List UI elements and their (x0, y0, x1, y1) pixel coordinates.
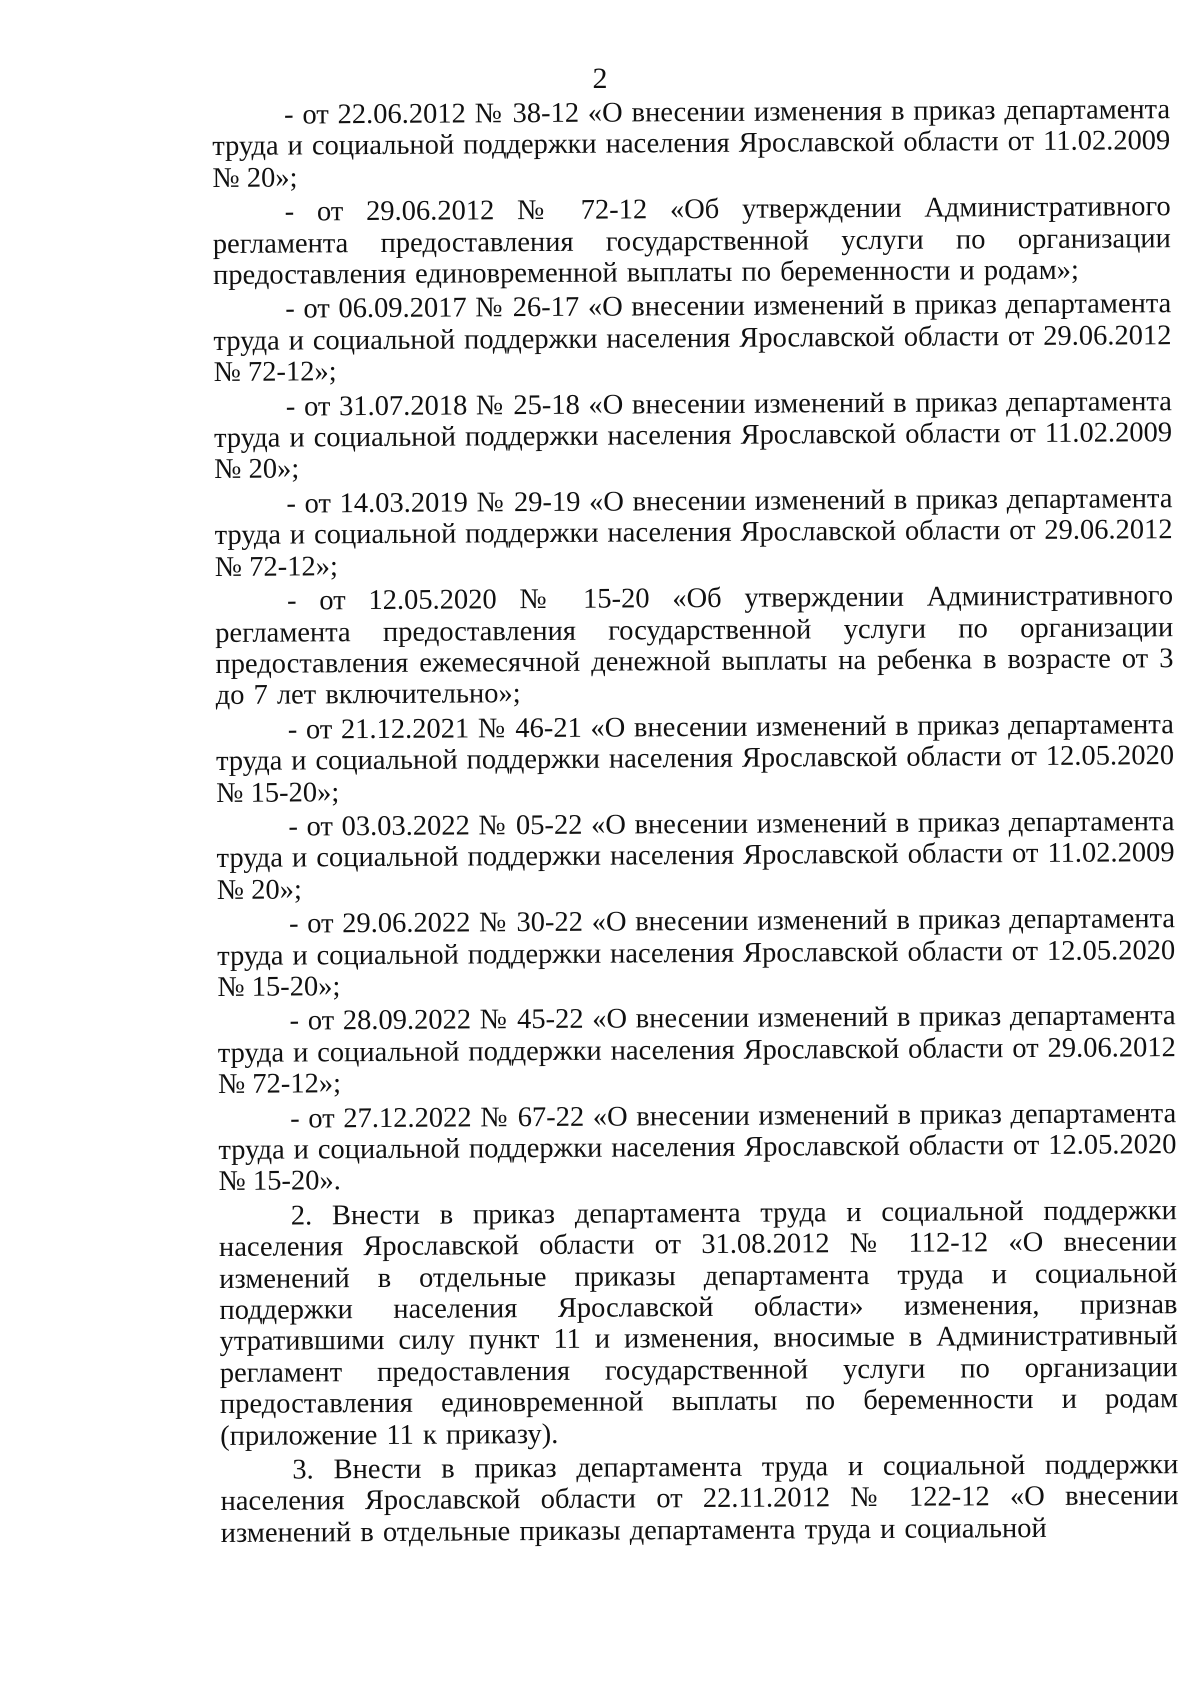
paragraph-order-25-18: - от 31.07.2018 № 25-18 «О внесении изменений в приказ департамента труда и социальной поддержки населения Ярославской области от 11.02.2009 № 20»; (213, 385, 1173, 486)
paragraph-item-2: 2. Внести в приказ департамента труда и социальной поддержки населения Ярославской области от 31.08.2012 № 112-12 «О внесении изменений в отдельные приказы департамента труда и социальной поддержки населения Ярославской области» изменения, признав утратившими силу пункт 11 и изменения, вносимые в Административный регламент предоставления государственной услуги по организации предоставления единовременной выплаты по беременности и родам (приложение 11 к приказу). (218, 1194, 1179, 1452)
paragraph-order-26-17: - от 06.09.2017 № 26-17 «О внесении изменений в приказ департамента труда и социальной поддержки населения Ярославской области от 29.06.2012 № 72-12»; (213, 288, 1172, 389)
paragraph-order-46-21: - от 21.12.2021 № 46-21 «О внесении изменений в приказ департамента труда и социальной поддержки населения Ярославской области от 12.05.2020 № 15-20»; (215, 708, 1175, 809)
paragraph-order-67-22: - от 27.12.2022 № 67-22 «О внесении изменений в приказ департамента труда и социальной поддержки населения Ярославской области от 12.05.2020 № 15-20». (218, 1097, 1177, 1198)
paragraph-item-3: 3. Внести в приказ департамента труда и социальной поддержки населения Ярославской области от 22.11.2012 № 122-12 «О внесении изменений в отдельные приказы департамента труда и социальной (220, 1449, 1179, 1549)
paragraph-order-72-12: - от 29.06.2012 № 72-12 «Об утверждении Административного регламента предоставления государственной услуги по организации предоставления единовременной выплаты по беременности и родам»; (212, 191, 1171, 292)
paragraph-order-38-12: - от 22.06.2012 № 38-12 «О внесении изменения в приказ департамента труда и социальной поддержки населения Ярославской области от 11.02.2009 № 20»; (212, 94, 1171, 194)
paragraph-order-05-22: - от 03.03.2022 № 05-22 «О внесении изменений в приказ департамента труда и социальной поддержки населения Ярославской области от 11.02.2009 № 20»; (216, 806, 1175, 906)
paragraph-order-30-22: - от 29.06.2022 № 30-22 «О внесении изменений в приказ департамента труда и социальной поддержки населения Ярославской области от 12.05.2020 № 15-20»; (217, 903, 1176, 1003)
paragraph-order-29-19: - от 14.03.2019 № 29-19 «О внесении изменений в приказ департамента труда и социальной поддержки населения Ярославской области от 29.06.2012 № 72-12»; (214, 483, 1173, 583)
paragraph-order-15-20: - от 12.05.2020 № 15-20 «Об утверждении Административного регламента предоставления государственной услуги по организации предоставления ежемесячной денежной выплаты на ребенка в возрасте от 3 до 7 лет включительно»; (215, 580, 1174, 712)
document-body (212, 94, 1179, 1552)
paragraph-order-45-22: - от 28.09.2022 № 45-22 «О внесении изменений в приказ департамента труда и социальной поддержки населения Ярославской области от 29.06.2012 № 72-12»; (217, 1000, 1176, 1101)
page-number: 2 (592, 62, 608, 95)
